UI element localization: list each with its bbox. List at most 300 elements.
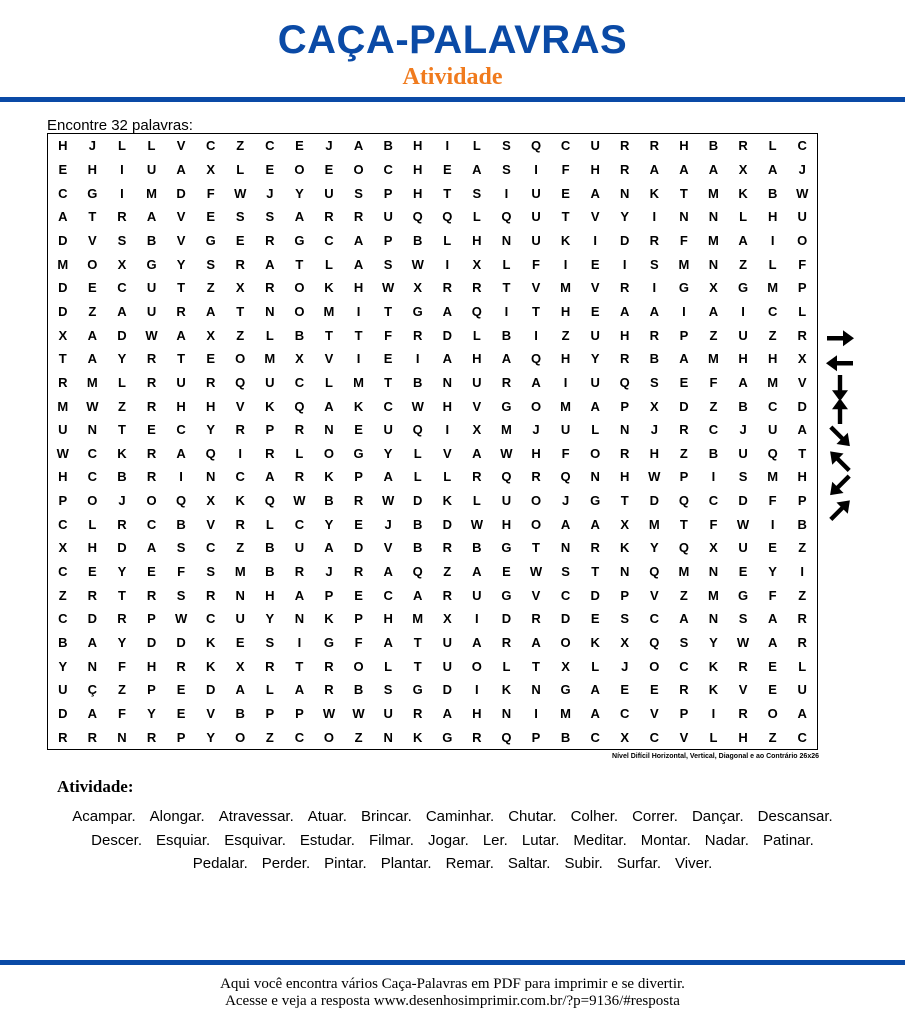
- grid-cell: M: [264, 351, 276, 367]
- grid-cell: E: [383, 351, 393, 367]
- grid-cell: E: [235, 232, 245, 248]
- grid-cell: B: [708, 138, 719, 154]
- grid-cell: D: [442, 327, 452, 343]
- grid-cell: M: [560, 280, 571, 296]
- grid-cell: H: [767, 209, 778, 225]
- grid-cell: N: [501, 232, 512, 248]
- grid-cell: R: [294, 422, 305, 438]
- grid-cell: F: [768, 587, 777, 603]
- grid-cell: A: [176, 327, 186, 343]
- grid-cell: L: [236, 161, 245, 177]
- grid-cell: G: [442, 729, 453, 745]
- grid-cell: A: [767, 161, 778, 177]
- grid-cell: F: [709, 374, 718, 390]
- grid-cell: S: [265, 209, 275, 225]
- grid-cell: V: [176, 232, 186, 248]
- grid-cell: W: [56, 445, 69, 461]
- footer: [0, 976, 905, 1010]
- grid-cell: W: [322, 706, 336, 722]
- grid-cell: A: [146, 209, 157, 225]
- word-item: Perder.: [261, 855, 311, 872]
- grid-cell: G: [590, 493, 601, 509]
- grid-cell: I: [297, 635, 302, 651]
- grid-cell: A: [353, 256, 364, 272]
- grid-cell: I: [711, 706, 716, 722]
- grid-cell: R: [472, 280, 482, 296]
- word-item: Surfar.: [616, 855, 661, 872]
- grid-cell: A: [442, 351, 452, 367]
- grid-cell: E: [176, 706, 186, 722]
- grid-cell: T: [354, 327, 363, 343]
- grid-cell: R: [265, 658, 275, 674]
- grid-cell: C: [767, 303, 778, 319]
- grid-cell: L: [798, 303, 807, 319]
- grid-cell: H: [58, 138, 68, 154]
- grid-cell: R: [649, 138, 660, 154]
- grid-cell: Q: [412, 422, 423, 438]
- grid-cell: S: [502, 138, 511, 154]
- grid-cell: A: [265, 469, 275, 485]
- grid-cell: D: [87, 611, 98, 627]
- grid-cell: H: [472, 232, 482, 248]
- grid-cell: C: [205, 611, 216, 627]
- grid-cell: A: [146, 540, 157, 556]
- grid-cell: M: [57, 398, 69, 414]
- grid-cell: L: [88, 516, 97, 532]
- grid-cell: O: [530, 516, 542, 532]
- grid-cell: Q: [294, 398, 305, 414]
- grid-cell: L: [502, 658, 511, 674]
- grid-cell: H: [87, 540, 98, 556]
- grid-cell: R: [265, 280, 275, 296]
- grid-cell: A: [294, 587, 305, 603]
- grid-cell: A: [176, 161, 186, 177]
- grid-cell: O: [560, 635, 571, 651]
- grid-cell: I: [445, 422, 450, 438]
- grid-cell: S: [176, 540, 186, 556]
- word-item: Descer.: [91, 831, 142, 849]
- grid-cell: Q: [501, 469, 512, 485]
- grid-cell: Y: [649, 540, 659, 556]
- grid-cell: U: [383, 706, 393, 722]
- grid-cell: N: [205, 469, 216, 485]
- grid-cell: Z: [354, 729, 363, 745]
- grid-cell: R: [146, 374, 157, 390]
- grid-cell: C: [294, 729, 305, 745]
- grid-cell: R: [146, 587, 157, 603]
- grid-cell: K: [560, 232, 571, 248]
- grid-cell: C: [87, 469, 98, 485]
- grid-cell: U: [324, 185, 334, 201]
- grid-cell: I: [238, 445, 243, 461]
- grid-cell: G: [146, 256, 157, 272]
- word-item: Estudar.: [299, 831, 355, 849]
- grid-cell: Q: [442, 209, 453, 225]
- grid-cell: P: [679, 327, 689, 343]
- grid-cell: S: [206, 564, 215, 580]
- grid-cell: A: [590, 516, 600, 532]
- grid-cell: J: [739, 422, 747, 438]
- grid-cell: C: [560, 138, 571, 154]
- grid-cell: T: [177, 280, 186, 296]
- grid-cell: X: [58, 540, 68, 556]
- grid-cell: H: [738, 729, 748, 745]
- grid-cell: D: [117, 327, 127, 343]
- grid-cell: A: [265, 256, 275, 272]
- grid-cell: G: [353, 445, 364, 461]
- grid-cell: P: [265, 706, 275, 722]
- grid-cell: F: [561, 161, 570, 177]
- grid-cell: M: [678, 256, 690, 272]
- grid-cell: L: [472, 138, 481, 154]
- grid-cell: I: [356, 351, 361, 367]
- grid-cell: S: [502, 161, 511, 177]
- grid-cell: R: [353, 564, 364, 580]
- grid-cell: A: [679, 161, 689, 177]
- grid-cell: Q: [649, 635, 660, 651]
- grid-cell: H: [560, 303, 571, 319]
- grid-cell: D: [501, 611, 512, 627]
- grid-cell: P: [620, 587, 630, 603]
- grid-cell: B: [413, 516, 423, 532]
- grid-cell: Z: [768, 327, 777, 343]
- grid-cell: S: [649, 374, 659, 390]
- grid-cell: Y: [117, 564, 127, 580]
- grid-cell: H: [590, 161, 600, 177]
- grid-cell: H: [560, 351, 571, 367]
- grid-cell: H: [87, 161, 98, 177]
- grid-cell: L: [117, 138, 126, 154]
- grid-cell: Y: [324, 516, 334, 532]
- grid-cell: Z: [206, 280, 215, 296]
- grid-cell: A: [590, 398, 600, 414]
- word-item: Lutar.: [521, 831, 560, 849]
- grid-cell: Y: [590, 351, 600, 367]
- grid-cell: P: [383, 185, 393, 201]
- grid-cell: S: [117, 232, 127, 248]
- grid-cell: O: [530, 493, 542, 509]
- grid-cell: Q: [205, 445, 216, 461]
- arrow-down-left-icon: [822, 473, 858, 498]
- grid-cell: I: [770, 516, 775, 532]
- grid-cell: T: [620, 493, 629, 509]
- grid-cell: I: [445, 256, 450, 272]
- grid-cell: A: [708, 303, 719, 319]
- grid-cell: W: [500, 445, 513, 461]
- grid-cell: R: [649, 327, 660, 343]
- grid-cell: L: [768, 138, 777, 154]
- grid-cell: X: [472, 422, 482, 438]
- grid-cell: A: [324, 398, 334, 414]
- grid-cell: D: [146, 635, 157, 651]
- grid-cell: B: [265, 564, 275, 580]
- grid-cell: Y: [709, 635, 718, 651]
- grid-cell: Z: [561, 327, 570, 343]
- grid-cell: N: [501, 706, 512, 722]
- grid-cell: S: [620, 611, 630, 627]
- grid-cell: U: [58, 422, 68, 438]
- grid-cell: D: [442, 516, 452, 532]
- grid-cell: I: [475, 611, 479, 627]
- grid-cell: A: [87, 327, 98, 343]
- grid-cell: U: [383, 209, 393, 225]
- header-divider: [0, 97, 905, 102]
- grid-cell: Q: [678, 540, 689, 556]
- grid-cell: E: [176, 682, 186, 698]
- grid-cell: B: [117, 469, 127, 485]
- grid-cell: H: [679, 138, 689, 154]
- grid-cell: M: [146, 185, 157, 201]
- grid-cell: Q: [619, 374, 630, 390]
- grid-cell: B: [560, 729, 571, 745]
- grid-cell: K: [235, 493, 245, 509]
- grid-cell: C: [205, 138, 216, 154]
- grid-cell: M: [234, 564, 246, 580]
- grid-cell: N: [531, 682, 541, 698]
- grid-cell: B: [294, 327, 305, 343]
- grid-cell: J: [118, 493, 126, 509]
- grid-cell: I: [179, 469, 183, 485]
- grid-cell: E: [590, 611, 600, 627]
- grid-cell: R: [649, 232, 660, 248]
- grid-cell: B: [265, 540, 275, 556]
- grid-cell: N: [620, 564, 630, 580]
- grid-cell: R: [265, 445, 275, 461]
- grid-cell: Q: [412, 209, 423, 225]
- grid-cell: V: [176, 209, 186, 225]
- grid-cell: C: [176, 422, 186, 438]
- grid-cell: H: [146, 658, 157, 674]
- grid-cell: Y: [117, 351, 127, 367]
- grid-cell: K: [324, 280, 334, 296]
- grid-cell: V: [442, 445, 452, 461]
- page-title: CAÇA-PALAVRAS: [277, 18, 628, 62]
- grid-cell: H: [738, 351, 748, 367]
- grid-cell: Y: [295, 185, 304, 201]
- grid-cell: A: [708, 161, 719, 177]
- grid-cell: A: [294, 682, 305, 698]
- grid-cell: V: [649, 587, 659, 603]
- grid-cell: L: [265, 516, 274, 532]
- grid-cell: U: [738, 445, 748, 461]
- grid-cell: G: [294, 232, 305, 248]
- grid-cell: E: [590, 303, 600, 319]
- word-item: Jogar.: [427, 831, 469, 849]
- grid-cell: G: [412, 682, 423, 698]
- grid-cell: E: [649, 682, 659, 698]
- grid-cell: Q: [471, 303, 482, 319]
- grid-cell: D: [797, 398, 807, 414]
- grid-cell: F: [206, 185, 215, 201]
- grid-cell: L: [384, 658, 393, 674]
- grid-cell: Y: [117, 635, 127, 651]
- grid-cell: C: [58, 611, 68, 627]
- grid-cell: C: [708, 422, 719, 438]
- word-item: Caminhar.: [425, 808, 495, 825]
- grid-cell: U: [472, 374, 482, 390]
- grid-cell: G: [560, 682, 571, 698]
- grid-cell: K: [708, 682, 719, 698]
- grid-cell: D: [58, 706, 68, 722]
- grid-cell: S: [738, 469, 748, 485]
- grid-cell: G: [412, 303, 423, 319]
- grid-cell: S: [649, 256, 659, 272]
- arrow-right-icon: [822, 326, 858, 351]
- grid-cell: R: [117, 209, 127, 225]
- word-search-grid: [47, 133, 818, 750]
- grid-cell: G: [737, 280, 749, 296]
- grid-cell: R: [176, 658, 186, 674]
- grid-cell: A: [87, 706, 98, 722]
- grid-cell: H: [413, 185, 423, 201]
- grid-cell: M: [560, 398, 571, 414]
- grid-cell: C: [324, 232, 334, 248]
- grid-cell: K: [501, 682, 512, 698]
- grid-cell: R: [205, 587, 216, 603]
- grid-cell: O: [530, 398, 542, 414]
- grid-cell: D: [58, 280, 68, 296]
- grid-cell: X: [620, 635, 630, 651]
- grid-cell: B: [235, 706, 245, 722]
- grid-cell: R: [324, 209, 334, 225]
- grid-cell: D: [176, 185, 186, 201]
- grid-cell: J: [621, 658, 629, 674]
- grid-cell: A: [767, 611, 778, 627]
- grid-cell: A: [531, 374, 541, 390]
- grid-cell: X: [117, 256, 127, 272]
- grid-cell: R: [117, 611, 127, 627]
- grid-cell: A: [235, 682, 245, 698]
- grid-cell: K: [413, 729, 423, 745]
- grid-cell: R: [501, 635, 512, 651]
- grid-cell: D: [413, 493, 423, 509]
- grid-cell: H: [797, 469, 807, 485]
- grid-cell: U: [590, 138, 600, 154]
- grid-cell: S: [265, 635, 275, 651]
- grid-cell: D: [353, 540, 364, 556]
- grid-cell: O: [797, 232, 808, 248]
- grid-cell: B: [501, 327, 512, 343]
- grid-cell: D: [738, 493, 748, 509]
- grid-cell: E: [502, 564, 511, 580]
- grid-cell: C: [708, 493, 719, 509]
- grid-cell: N: [560, 540, 571, 556]
- grid-cell: L: [443, 469, 452, 485]
- grid-cell: C: [590, 729, 600, 745]
- grid-cell: A: [472, 445, 482, 461]
- grid-cell: M: [767, 374, 779, 390]
- grid-cell: C: [797, 138, 807, 154]
- grid-cell: Z: [679, 587, 688, 603]
- grid-cell: H: [472, 351, 482, 367]
- word-item: Nadar.: [704, 831, 749, 849]
- grid-cell: P: [620, 398, 630, 414]
- grid-cell: Y: [620, 209, 630, 225]
- grid-cell: P: [58, 493, 68, 509]
- grid-cell: W: [352, 706, 365, 722]
- grid-cell: D: [176, 635, 186, 651]
- grid-cell: A: [472, 635, 482, 651]
- grid-cell: E: [768, 682, 777, 698]
- grid-cell: K: [708, 658, 719, 674]
- grid-cell: P: [679, 706, 689, 722]
- grid-cell: N: [324, 422, 334, 438]
- grid-cell: U: [58, 682, 68, 698]
- grid-cell: C: [620, 706, 630, 722]
- grid-cell: A: [501, 351, 512, 367]
- word-item: Atuar.: [307, 808, 347, 825]
- grid-cell: A: [383, 635, 393, 651]
- grid-cell: V: [679, 729, 689, 745]
- grid-cell: I: [504, 185, 509, 201]
- grid-cell: Q: [530, 138, 542, 154]
- grid-cell: B: [324, 493, 334, 509]
- grid-cell: M: [648, 516, 660, 532]
- grid-cell: U: [294, 540, 305, 556]
- grid-cell: N: [87, 658, 98, 674]
- grid-cell: P: [679, 469, 689, 485]
- grid-cell: R: [87, 729, 98, 745]
- grid-cell: S: [472, 185, 482, 201]
- grid-cell: G: [737, 587, 749, 603]
- grid-cell: U: [442, 635, 452, 651]
- word-item: Correr.: [632, 808, 678, 825]
- grid-cell: I: [593, 232, 597, 248]
- grid-cell: S: [383, 682, 393, 698]
- arrow-up-left-icon: [822, 449, 858, 474]
- grid-cell: W: [293, 493, 306, 509]
- grid-cell: T: [443, 185, 452, 201]
- grid-cell: R: [620, 351, 630, 367]
- grid-cell: M: [708, 351, 719, 367]
- grid-cell: Ç: [87, 682, 98, 698]
- grid-cell: Z: [768, 729, 777, 745]
- grid-cell: X: [235, 658, 245, 674]
- grid-cell: Z: [709, 327, 718, 343]
- grid-cell: O: [87, 256, 98, 272]
- grid-cell: I: [741, 303, 745, 319]
- grid-cell: Z: [798, 587, 807, 603]
- grid-cell: Z: [236, 327, 245, 343]
- grid-cell: G: [205, 232, 216, 248]
- grid-cell: W: [86, 398, 99, 414]
- grid-cell: S: [738, 611, 748, 627]
- grid-cell: A: [176, 445, 186, 461]
- grid-cell: H: [58, 469, 68, 485]
- grid-cell: B: [797, 516, 807, 532]
- grid-cell: R: [620, 138, 630, 154]
- grid-cell: Z: [679, 445, 688, 461]
- grid-cell: V: [590, 280, 600, 296]
- grid-cell: W: [648, 469, 661, 485]
- arrow-down-right-icon: [822, 424, 858, 449]
- grid-cell: H: [620, 469, 630, 485]
- grid-cell: C: [235, 469, 245, 485]
- grid-cell: R: [442, 587, 452, 603]
- grid-cell: A: [87, 635, 98, 651]
- grid-cell: V: [88, 232, 97, 248]
- grid-cell: R: [353, 209, 364, 225]
- grid-cell: K: [205, 635, 216, 651]
- grid-cell: U: [176, 374, 186, 390]
- grid-cell: I: [504, 303, 509, 319]
- grid-cell: K: [353, 398, 364, 414]
- grid-cell: A: [472, 161, 482, 177]
- grid-cell: T: [413, 658, 422, 674]
- grid-cell: F: [709, 516, 718, 532]
- grid-cell: E: [768, 658, 777, 674]
- grid-cell: R: [797, 327, 807, 343]
